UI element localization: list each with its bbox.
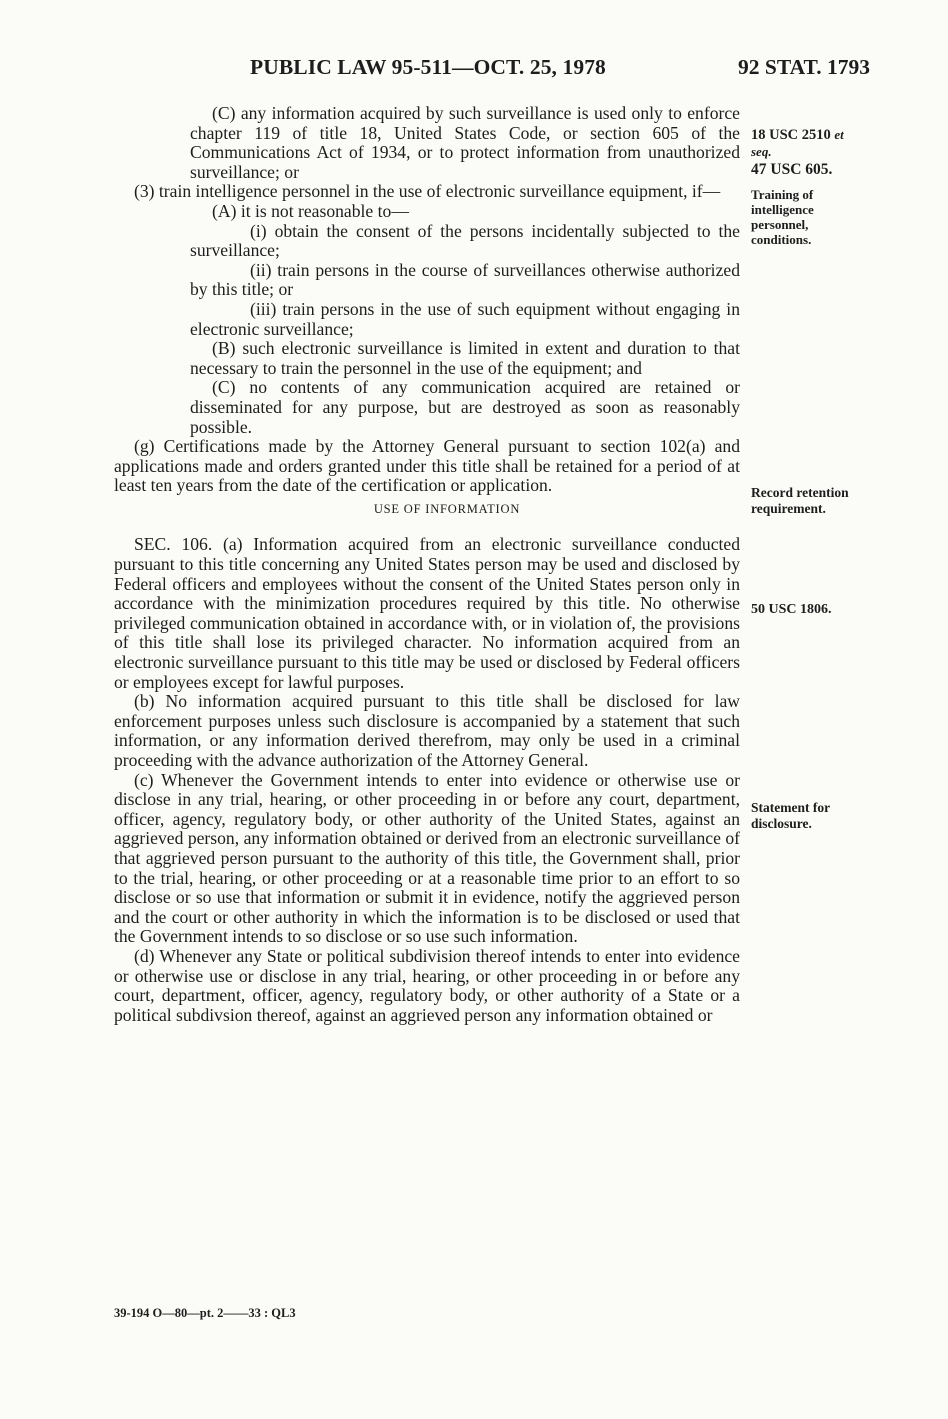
- paragraph-3-train: (3) train intelligence personnel in the use of electronic surveillance equipment, if—: [134, 181, 721, 202]
- paragraph-c-no-contents: (C) no contents of any communication acquired are retained or disseminated for any purpose, but are destroyed as soon as reasonably possible.: [190, 377, 740, 437]
- page-title: PUBLIC LAW 95-511—OCT. 25, 1978: [250, 55, 606, 79]
- margin-note-statement: Statement for disclosure.: [751, 800, 830, 831]
- margin-note-usc-2510: 18 USC 2510 et seq.: [751, 127, 844, 159]
- margin-note-usc-1806: 50 USC 1806.: [751, 602, 832, 617]
- paragraph-sec106-c: (c) Whenever the Government intends to enter into evidence or otherwise use or disclose in any trial, hearing, or other proceeding in or before any court, department, officer, agency, regulatory body, or other authority of the United States, against an aggrieved person, any information obtained or derived from an electronic surveillance of that aggrieved person pursuant to the authority of this title, the Government shall, prior to the trial, hearing, or other proceeding or at a reasonable time prior to an effort to so disclose or so use that information or submit it in evidence, notify the aggrieved person and the court or other authority in which the information is to be disclosed or used that the Government intends to so disclose or so use such information.: [114, 769, 740, 947]
- paragraph-b-limited: (B) such electronic surveillance is limited in extent and duration to that necessary to train the personnel in the use of the equipment; and: [190, 338, 740, 378]
- paragraph-c-information: (C) any information acquired by such surveillance is used only to enforce chapter 119 of title 18, United States Code, or section 605 of the Communications Act of 1934, or to protect information from unauthorized surveillance; or: [190, 103, 740, 182]
- margin-note-record-retention: Record retention requirement.: [751, 485, 849, 516]
- paragraph-a-not-reasonable: (A) it is not reasonable to—: [212, 200, 409, 221]
- paragraph-sec106-d: (d) Whenever any State or political subdivision thereof intends to enter into evidence or otherwise use or disclose in any trial, hearing, or other proceeding in or before any court, department, officer, agency, regulatory body, or other authority of a State or a political subdivsion thereof, against an aggrieved person any information obtained or: [114, 945, 740, 1025]
- paragraph-iii-equipment: (iii) train persons in the use of such equipment without engaging in electronic surveillance;: [190, 298, 740, 339]
- paragraph-g-certifications: (g) Certifications made by the Attorney General pursuant to section 102(a) and applications made and orders granted under this title shall be retained for a period of at least ten years from the date of the certification or application.: [114, 436, 740, 496]
- paragraph-i-consent: (i) obtain the consent of the persons incidentally subjected to the surveillance;: [190, 220, 740, 261]
- margin-note-training: Training of intelligence personnel, conditions.: [751, 187, 814, 247]
- section-heading: USE OF INFORMATION: [373, 501, 521, 516]
- print-footer: 39-194 O—80—pt. 2——33 : QL3: [114, 1306, 296, 1320]
- paragraph-ii-train-persons: (ii) train persons in the course of surveillances otherwise authorized by this title; or: [190, 259, 740, 300]
- statute-page-number: 92 STAT. 1793: [738, 55, 871, 79]
- paragraph-sec106-a: SEC. 106. (a) Information acquired from an electronic surveillance conducted pursuant to this title concerning any United States person may be used and disclosed by Federal officers and employees without the consent of the United States person only in accordance with the minimization procedures required by this title. No otherwise privileged communication obtained in accordance with, or in violation of, the provisions of this title shall lose its privileged character. No information acquired from an electronic surveillance pursuant to this title may be used or disclosed by Federal officers or employees except for lawful purposes.: [114, 534, 740, 692]
- margin-note-usc-605: 47 USC 605.: [751, 161, 833, 178]
- paragraph-sec106-b: (b) No information acquired pursuant to this title shall be disclosed for law enforcement purposes unless such disclosure is accompanied by a statement that such information, or any information derived therefrom, may only be used in a criminal proceeding with the advance authorization of the Attorney General.: [114, 691, 740, 770]
- page-header: [0, 55, 948, 87]
- law-body-text: [114, 104, 740, 1025]
